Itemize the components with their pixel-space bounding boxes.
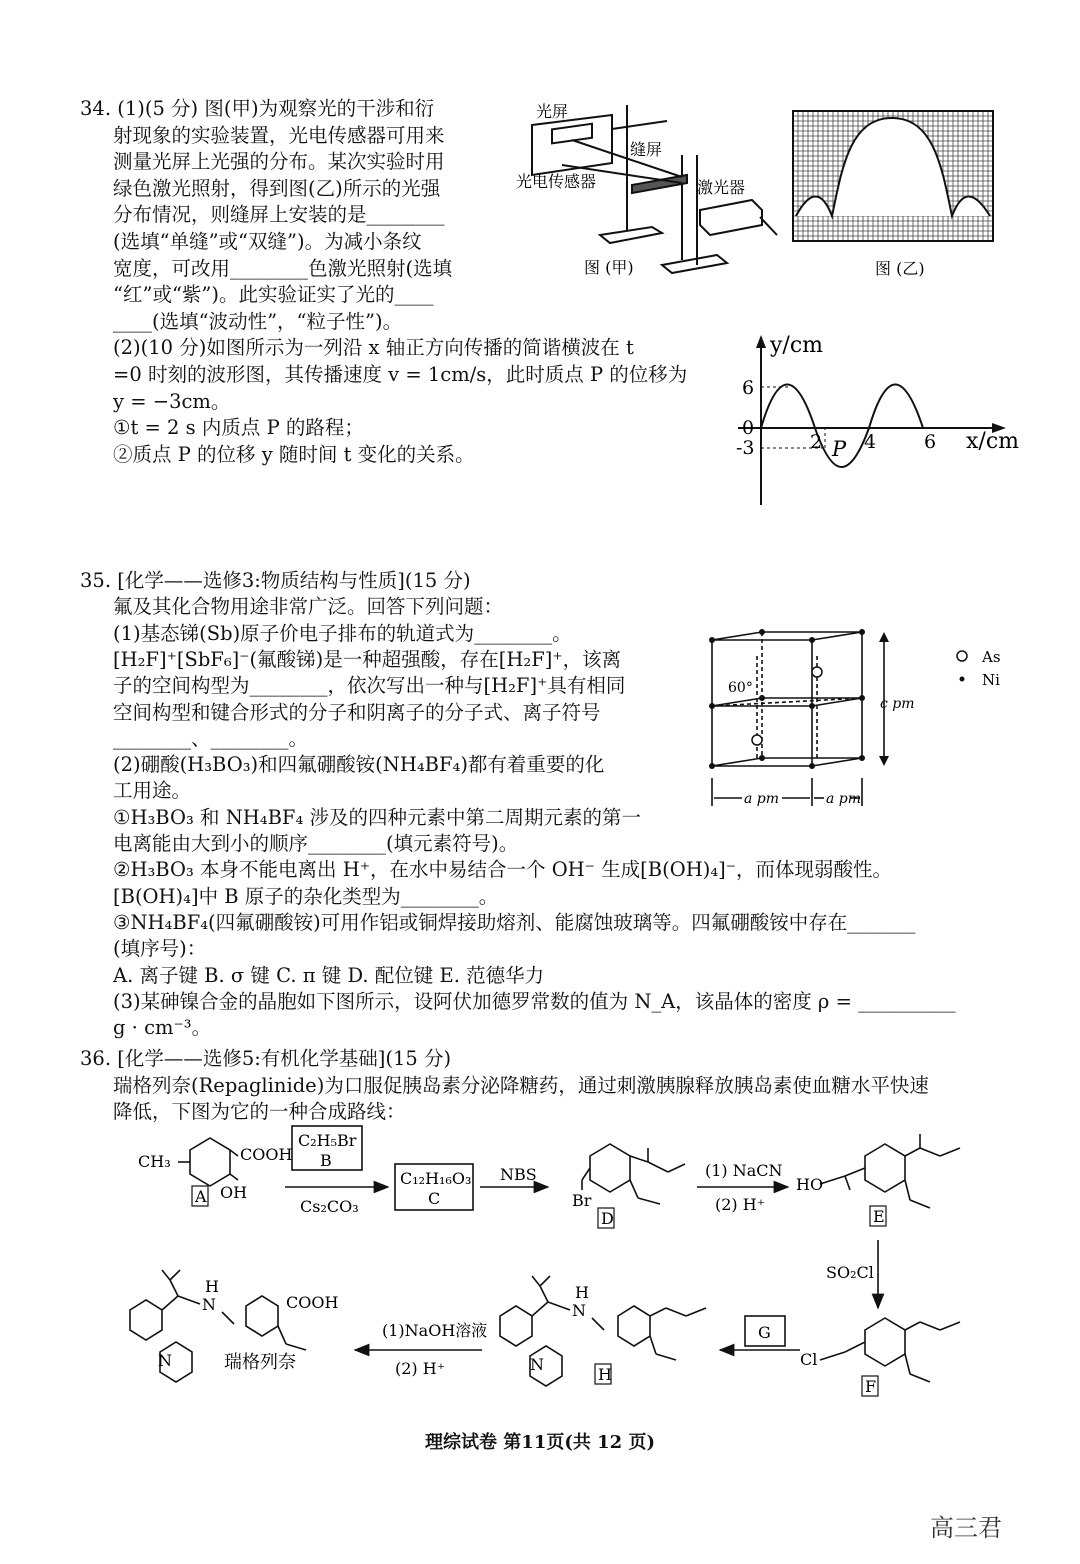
E-ho: HO	[796, 1175, 824, 1194]
q35-line: (1)基态锑(Sb)原子价电子排布的轨道式为________。	[113, 621, 572, 645]
q34-line: 绿色激光照射，得到图(乙)所示的光强	[113, 176, 441, 200]
cond-nacn: (1) NaCN	[705, 1161, 783, 1180]
tick-0: 0	[742, 417, 755, 439]
q36-line: 瑞格列奈(Repaglinide)为口服促胰岛素分泌降糖药，通过刺激胰腺释放胰岛素使血糖水平快速	[113, 1073, 929, 1097]
figure-jia	[512, 95, 784, 280]
final-piperidine-n: N	[158, 1351, 172, 1370]
cond-h-plus-2: (2) H⁺	[395, 1359, 446, 1378]
H-amide-n: N	[572, 1301, 586, 1320]
label-G: G	[758, 1323, 771, 1342]
page-footer: 理综试卷 第11页(共 12 页)	[425, 1432, 655, 1453]
B-formula: C₂H₅Br	[298, 1131, 357, 1150]
figure-yi	[790, 108, 1000, 280]
final-amide-h: H	[205, 1277, 219, 1296]
q35-line: g · cm⁻³。	[113, 1016, 212, 1040]
q35-line: 工用途。	[113, 779, 192, 803]
q34-line: 宽度，可改用________色激光照射(选填	[113, 256, 453, 280]
point-P: P	[832, 437, 847, 461]
q34-line: ____(选填“波动性”，“粒子性”)。	[113, 309, 403, 333]
caption-yi: 图 (乙)	[875, 259, 925, 278]
q35-line: A. 离子键 B. σ 键 C. π 键 D. 配位键 E. 范德华力	[113, 963, 545, 987]
q35-line: ①H₃BO₃ 和 NH₄BF₄ 涉及的四种元素中第二周期元素的第一	[113, 805, 641, 829]
crystal-cell	[700, 628, 1030, 813]
q35-line: ②H₃BO₃ 本身不能电离出 H⁺，在水中易结合一个 OH⁻ 生成[B(OH)₄]⁻，而体现弱酸性。	[113, 858, 893, 882]
D-br: Br	[572, 1191, 592, 1210]
legend-as: As	[982, 648, 1001, 666]
c-label: c pm	[880, 696, 915, 712]
q35-line: (2)硼酸(H₃BO₃)和四氟硼酸铵(NH₄BF₄)都有着重要的化	[113, 753, 605, 777]
q36-line: 降低，下图为它的一种合成路线：	[113, 1100, 406, 1124]
q34-line: ②质点 P 的位移 y 随时间 t 变化的关系。	[113, 442, 475, 466]
final-amide-n: N	[202, 1295, 216, 1314]
C-formula: C₁₂H₁₆O₃	[400, 1169, 472, 1188]
q34-line: 34. (1)(5 分) 图(甲)为观察光的干涉和衍	[80, 97, 435, 120]
q35-line: 氟及其化合物用途非常广泛。回答下列问题：	[113, 595, 504, 619]
q34-line: “红”或“紫”)。此实验证实了光的____	[113, 283, 434, 307]
q34-line: (2)(10 分)如图所示为一列沿 x 轴正方向传播的简谐横波在 t	[113, 336, 634, 360]
final-cooh: COOH	[286, 1293, 339, 1312]
q35-line: (3)某砷镍合金的晶胞如下图所示，设阿伏加德罗常数的值为 N_A，该晶体的密度 ρ = __________	[113, 989, 956, 1013]
q35-line: 35. [化学——选修3:物质结构与性质](15 分)	[80, 569, 471, 592]
tick-neg3: -3	[736, 437, 755, 459]
A-cooh: COOH	[240, 1145, 293, 1164]
q34-line: 分布情况，则缝屏上安装的是________	[113, 203, 445, 227]
laser-label: 激光器	[697, 178, 746, 197]
q36-line: 36. [化学——选修5:有机化学基础](15 分)	[80, 1047, 452, 1070]
label-B: B	[320, 1151, 332, 1170]
q35-line: 空间构型和键合形式的分子和阴离子的分子式、离子符号	[113, 700, 601, 724]
tick-x4: 4	[864, 431, 877, 453]
q35-line: ________、________。	[113, 726, 309, 750]
sensor-label: 光电传感器	[516, 172, 597, 191]
q34-line: ①t = 2 s 内质点 P 的路程；	[113, 416, 364, 440]
caption-jia: 图 (甲)	[584, 258, 634, 277]
A-oh: OH	[220, 1183, 248, 1202]
final-product-name: 瑞格列奈	[224, 1352, 296, 1373]
x-axis-label: x/cm	[966, 429, 1020, 454]
tick-6: 6	[742, 377, 755, 399]
q34-line: 射现象的实验装置，光电传感器可用来	[113, 123, 445, 147]
y-axis-label: y/cm	[770, 333, 824, 358]
q34-line: (选填“单缝”或“双缝”)。为减小条纹	[113, 230, 422, 253]
q35-line: 子的空间构型为________，依次写出一种与[H₂F]⁺具有相同	[113, 674, 626, 698]
F-cl: Cl	[800, 1350, 818, 1369]
q35-line: ③NH₄BF₄(四氟硼酸铵)可用作铝或铜焊接助熔剂、能腐蚀玻璃等。四氟硼酸铵中存在_______	[113, 910, 916, 934]
label-C: C	[428, 1189, 441, 1208]
q35-line: (填序号)：	[113, 937, 207, 961]
watermark: 高三君	[930, 1514, 1002, 1542]
cond-cs2co3: Cs₂CO₃	[300, 1197, 359, 1216]
q35-line: [B(OH)₄]中 B 原子的杂化类型为________。	[113, 884, 499, 908]
H-amide-h: H	[575, 1283, 589, 1302]
A-ch3: CH₃	[138, 1152, 171, 1171]
q35-line: 电离能由大到小的顺序________(填元素符号)。	[113, 832, 519, 855]
cond-nbs: NBS	[500, 1165, 537, 1184]
label-F: F	[865, 1377, 877, 1396]
screen-label: 光屏	[536, 102, 569, 121]
label-D: D	[601, 1209, 614, 1228]
a-label-1: a pm	[744, 791, 780, 807]
label-A: A	[195, 1187, 207, 1206]
label-E: E	[873, 1207, 885, 1226]
label-H: H	[598, 1365, 612, 1384]
tick-x2: 2	[810, 431, 823, 453]
q34-line: =0 时刻的波形图，其传播速度 v = 1cm/s，此时质点 P 的位移为	[113, 363, 688, 386]
slit-label: 缝屏	[630, 140, 663, 159]
legend-ni: Ni	[982, 671, 1000, 689]
wave-graph	[728, 330, 1020, 510]
q35-line: [H₂F]⁺[SbF₆]⁻(氟酸锑)是一种超强酸，存在[H₂F]⁺，该离	[113, 647, 622, 671]
q34-line: 测量光屏上光强的分布。某次实验时用	[113, 150, 445, 174]
q34-line: y = −3cm。	[113, 389, 231, 413]
H-piperidine-n: N	[530, 1355, 544, 1374]
cond-h-plus-1: (2) H⁺	[715, 1195, 766, 1214]
cond-naoh: (1)NaOH溶液	[382, 1321, 488, 1340]
a-label-2: a pm	[826, 791, 862, 807]
cond-so2cl: SO₂Cl	[826, 1263, 874, 1282]
angle-label: 60°	[728, 680, 753, 696]
tick-x6: 6	[924, 431, 937, 453]
synthesis-scheme	[120, 1120, 980, 1410]
